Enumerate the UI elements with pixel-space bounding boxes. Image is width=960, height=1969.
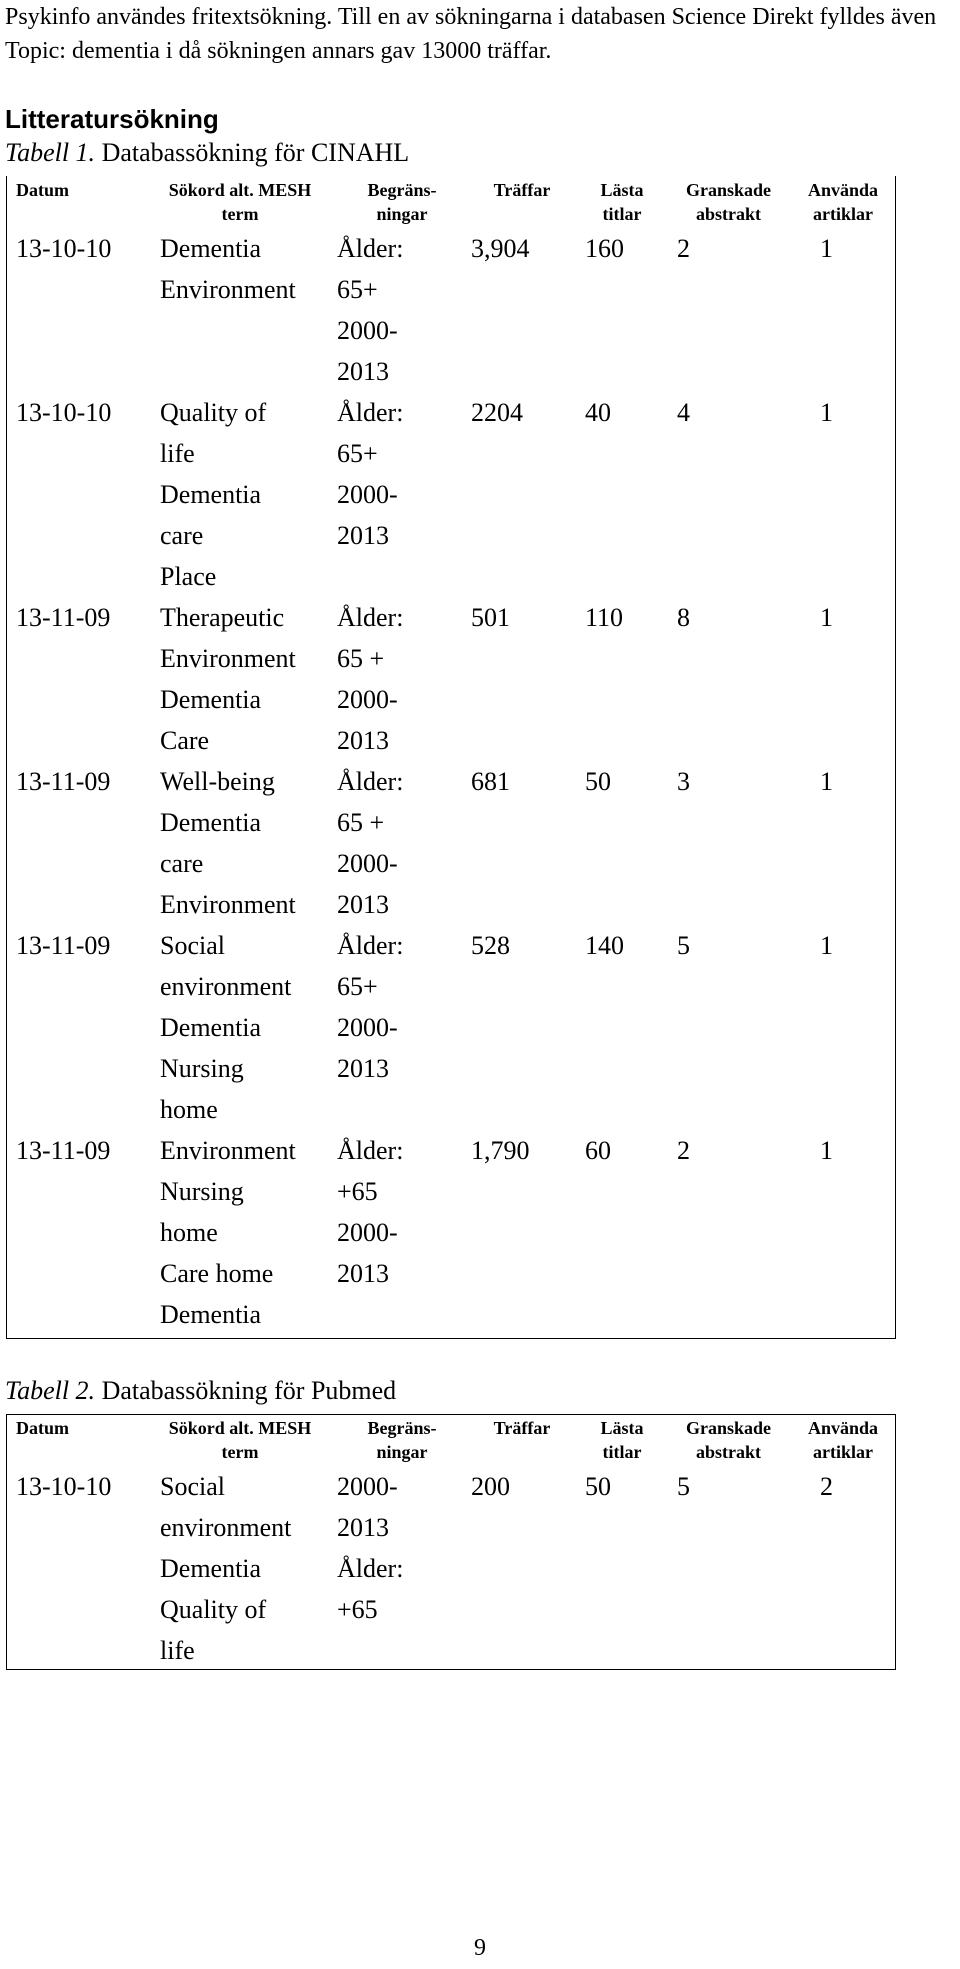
header-begr-text: Begräns-ningar bbox=[367, 180, 437, 224]
cell-term-line: Well-being bbox=[160, 767, 275, 796]
cell-begr-line: Ålder: bbox=[337, 767, 404, 796]
cell-term-line: Dementia bbox=[160, 234, 262, 263]
cell-begr-line: 65+ bbox=[337, 972, 378, 1001]
header-granskade bbox=[667, 176, 790, 228]
cell-traffar: 3,904 bbox=[471, 234, 530, 263]
header-datum: Datum bbox=[16, 1418, 69, 1438]
header-term-text: Sökord alt. MESH term bbox=[168, 1418, 312, 1462]
header-datum: Datum bbox=[16, 180, 69, 200]
table1-header-row bbox=[6, 176, 896, 228]
header-anvanda bbox=[790, 176, 896, 228]
cell-datum: 13-10-10 bbox=[16, 398, 112, 427]
cell-term-line: Environment bbox=[160, 275, 296, 304]
cell-begr-line: 2000- bbox=[337, 316, 398, 345]
cell-lasta: 160 bbox=[585, 234, 624, 263]
cell-begr-line: 2000- bbox=[337, 1013, 398, 1042]
cell-begr bbox=[337, 1130, 467, 1335]
header-granskade-text: Granskade abstrakt bbox=[685, 180, 772, 224]
cell-begr bbox=[337, 925, 467, 1130]
cell-begr-line: +65 bbox=[337, 1595, 378, 1624]
cell-term-line: care bbox=[160, 849, 204, 878]
cell-term-line: Dementia bbox=[160, 1300, 262, 1329]
cell-anvanda: 1 bbox=[820, 234, 833, 263]
cell-term-line: environment bbox=[160, 1513, 292, 1542]
header-term bbox=[160, 176, 337, 228]
intro-paragraph: Psykinfo användes fritextsökning. Till en av sökningarna i databasen Science Direkt fylldes även Topic: dementia i då sökningen annars gav 13000 träffar. bbox=[5, 4, 937, 64]
cell-term-line: Social bbox=[160, 931, 225, 960]
cell-term-line: Quality of bbox=[160, 398, 267, 427]
cell-term-line: environment bbox=[160, 972, 292, 1001]
cell-begr-line: 2013 bbox=[337, 357, 389, 386]
table1-caption bbox=[5, 138, 409, 168]
header-term bbox=[160, 1414, 337, 1466]
cell-begr-line: Ålder: bbox=[337, 931, 404, 960]
cell-term bbox=[160, 228, 337, 392]
table-row bbox=[6, 1466, 896, 1671]
cell-traffar: 528 bbox=[471, 931, 510, 960]
cell-begr-line: Ålder: bbox=[337, 1136, 404, 1165]
cell-term-line: Dementia bbox=[160, 1013, 262, 1042]
cell-anvanda: 2 bbox=[820, 1472, 833, 1501]
cell-term-line: life bbox=[160, 439, 195, 468]
table2-caption-label: Tabell 2. bbox=[5, 1376, 96, 1405]
cell-term bbox=[160, 761, 337, 925]
cell-term bbox=[160, 392, 337, 597]
cell-begr-line: 2000- bbox=[337, 685, 398, 714]
cell-granskade: 4 bbox=[677, 398, 690, 427]
cell-anvanda: 1 bbox=[820, 767, 833, 796]
table-row bbox=[6, 761, 896, 925]
cell-term-line: Dementia bbox=[160, 808, 262, 837]
table1-caption-text: Databassökning för CINAHL bbox=[95, 138, 410, 167]
cell-begr-line: 2000- bbox=[337, 1218, 398, 1247]
cell-term-line: Dementia bbox=[160, 1554, 262, 1583]
table1-caption-label: Tabell 1. bbox=[5, 138, 96, 167]
cell-granskade: 2 bbox=[677, 1136, 690, 1165]
cell-begr-line: 65+ bbox=[337, 439, 378, 468]
table2-pubmed bbox=[6, 1414, 896, 1671]
cell-term-line: Environment bbox=[160, 1136, 296, 1165]
cell-begr-line: 2013 bbox=[337, 1054, 389, 1083]
header-anvanda-text: Använda artiklar bbox=[807, 180, 879, 224]
cell-lasta: 60 bbox=[585, 1136, 611, 1165]
table-row bbox=[6, 1130, 896, 1335]
cell-term bbox=[160, 1130, 337, 1335]
cell-anvanda: 1 bbox=[820, 1136, 833, 1165]
cell-term bbox=[160, 1466, 337, 1671]
header-begr bbox=[337, 1414, 467, 1466]
cell-datum: 13-11-09 bbox=[16, 767, 111, 796]
cell-begr-line: Ålder: bbox=[337, 603, 404, 632]
header-term-text: Sökord alt. MESH term bbox=[168, 180, 312, 224]
cell-term-line: Nursing bbox=[160, 1177, 244, 1206]
cell-lasta: 140 bbox=[585, 931, 624, 960]
cell-traffar: 681 bbox=[471, 767, 510, 796]
cell-begr-line: 2000- bbox=[337, 1472, 398, 1501]
section-heading: Litteratursökning bbox=[5, 104, 219, 134]
cell-begr bbox=[337, 597, 467, 761]
cell-begr-line: Ålder: bbox=[337, 1554, 404, 1583]
cell-term-line: Care home bbox=[160, 1259, 274, 1288]
cell-term-line: Social bbox=[160, 1472, 225, 1501]
cell-begr bbox=[337, 228, 467, 392]
cell-datum: 13-10-10 bbox=[16, 1472, 112, 1501]
cell-begr-line: Ålder: bbox=[337, 234, 404, 263]
cell-lasta: 50 bbox=[585, 767, 611, 796]
cell-granskade: 2 bbox=[677, 234, 690, 263]
cell-begr-line: 65 + bbox=[337, 644, 385, 673]
header-traffar: Träffar bbox=[493, 180, 551, 200]
cell-term-line: home bbox=[160, 1218, 218, 1247]
cell-term-line: Environment bbox=[160, 644, 296, 673]
cell-term-line: care bbox=[160, 521, 204, 550]
cell-traffar: 501 bbox=[471, 603, 510, 632]
header-anvanda-text: Använda artiklar bbox=[807, 1418, 879, 1462]
cell-begr bbox=[337, 761, 467, 925]
cell-lasta: 40 bbox=[585, 398, 611, 427]
cell-datum: 13-11-09 bbox=[16, 931, 111, 960]
table2-header-row bbox=[6, 1414, 896, 1466]
cell-begr-line: 2013 bbox=[337, 890, 389, 919]
cell-term bbox=[160, 597, 337, 761]
cell-granskade: 8 bbox=[677, 603, 690, 632]
header-anvanda bbox=[790, 1414, 896, 1466]
cell-traffar: 1,790 bbox=[471, 1136, 530, 1165]
cell-datum: 13-10-10 bbox=[16, 234, 112, 263]
table-row bbox=[6, 228, 896, 392]
header-lasta bbox=[577, 1414, 667, 1466]
cell-traffar: 2204 bbox=[471, 398, 523, 427]
header-lasta-text: Lästa titlar bbox=[600, 1418, 644, 1462]
table2-caption bbox=[5, 1376, 396, 1406]
header-begr bbox=[337, 176, 467, 228]
cell-term-line: Environment bbox=[160, 890, 296, 919]
cell-anvanda: 1 bbox=[820, 603, 833, 632]
cell-anvanda: 1 bbox=[820, 931, 833, 960]
cell-begr bbox=[337, 1466, 467, 1671]
cell-begr-line: +65 bbox=[337, 1177, 378, 1206]
cell-begr-line: 2000- bbox=[337, 480, 398, 509]
cell-begr-line: 2000- bbox=[337, 849, 398, 878]
header-begr-text: Begräns-ningar bbox=[367, 1418, 437, 1462]
cell-term-line: Dementia bbox=[160, 685, 262, 714]
page-number: 9 bbox=[474, 1935, 486, 1961]
cell-term-line: life bbox=[160, 1636, 195, 1665]
cell-begr-line: 2013 bbox=[337, 1513, 389, 1542]
header-lasta bbox=[577, 176, 667, 228]
table-row bbox=[6, 597, 896, 761]
cell-term bbox=[160, 925, 337, 1130]
cell-lasta: 50 bbox=[585, 1472, 611, 1501]
cell-granskade: 5 bbox=[677, 931, 690, 960]
cell-begr-line: 65+ bbox=[337, 275, 378, 304]
cell-term-line: Quality of bbox=[160, 1595, 267, 1624]
cell-datum: 13-11-09 bbox=[16, 603, 111, 632]
cell-anvanda: 1 bbox=[820, 398, 833, 427]
cell-datum: 13-11-09 bbox=[16, 1136, 111, 1165]
header-lasta-text: Lästa titlar bbox=[600, 180, 644, 224]
cell-begr-line: 2013 bbox=[337, 1259, 389, 1288]
table-row bbox=[6, 392, 896, 597]
cell-granskade: 5 bbox=[677, 1472, 690, 1501]
cell-lasta: 110 bbox=[585, 603, 624, 632]
cell-begr-line: 2013 bbox=[337, 521, 389, 550]
cell-term-line: Place bbox=[160, 562, 217, 591]
cell-traffar: 200 bbox=[471, 1472, 510, 1501]
table2-caption-text: Databassökning för Pubmed bbox=[95, 1376, 397, 1405]
cell-term-line: Care bbox=[160, 726, 210, 755]
header-granskade-text: Granskade abstrakt bbox=[685, 1418, 772, 1462]
cell-begr-line: 65 + bbox=[337, 808, 385, 837]
header-traffar: Träffar bbox=[493, 1418, 551, 1438]
cell-begr-line: Ålder: bbox=[337, 398, 404, 427]
table1-cinahl bbox=[6, 176, 896, 1335]
cell-granskade: 3 bbox=[677, 767, 690, 796]
cell-term-line: Therapeutic bbox=[160, 603, 285, 632]
cell-term-line: home bbox=[160, 1095, 218, 1124]
cell-begr bbox=[337, 392, 467, 597]
header-granskade bbox=[667, 1414, 790, 1466]
cell-begr-line: 2013 bbox=[337, 726, 389, 755]
cell-term-line: Dementia bbox=[160, 480, 262, 509]
table-row bbox=[6, 925, 896, 1130]
cell-term-line: Nursing bbox=[160, 1054, 244, 1083]
